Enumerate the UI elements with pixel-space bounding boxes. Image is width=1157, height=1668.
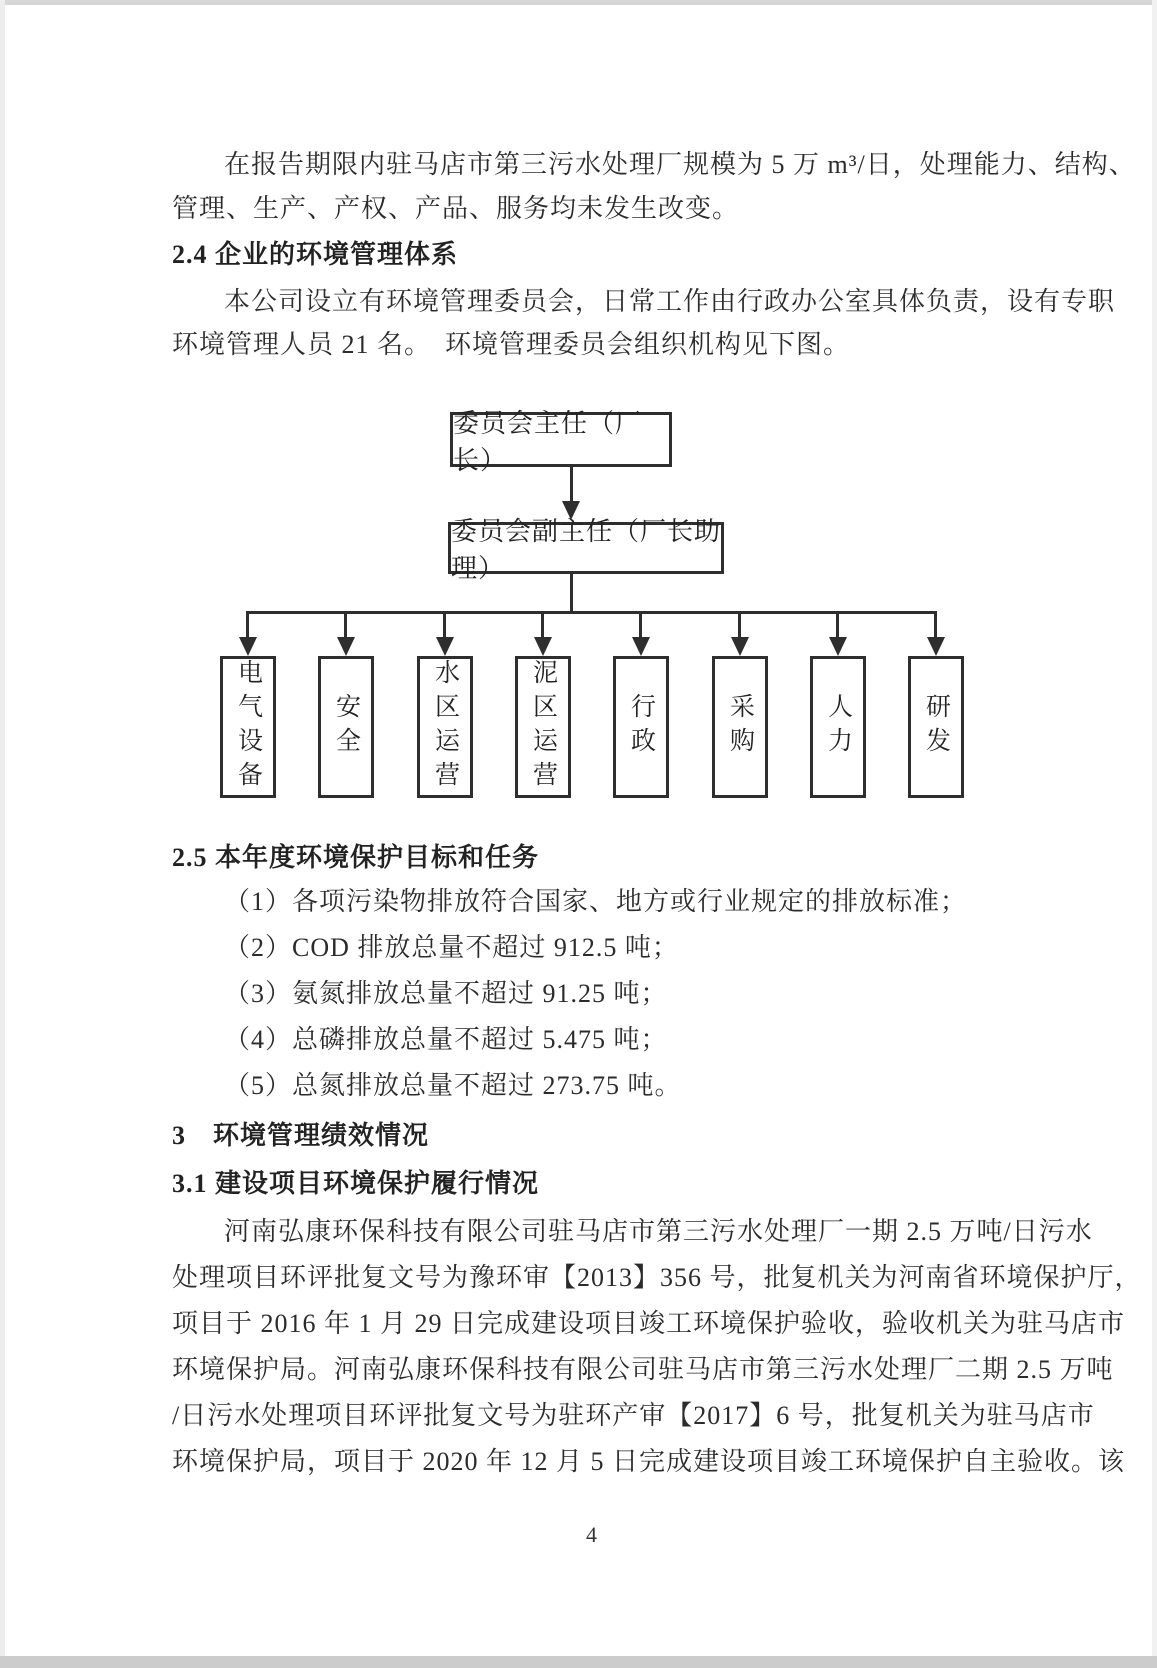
arrow-down-icon (239, 637, 257, 656)
org-chart-deputy-label: 委员会副主任（厂长助理） (451, 517, 722, 583)
org-chart-dept-box (220, 656, 276, 798)
org-chart-root-box (450, 408, 672, 475)
dept-label: 水区运营 (431, 659, 459, 795)
connector-line (836, 611, 839, 639)
connector-line (570, 574, 573, 614)
page-number: 4 (586, 1522, 597, 1547)
connector-line (570, 466, 573, 502)
org-chart-dept-box (908, 656, 964, 798)
paragraph-line: 项目于 2016 年 1 月 29 日完成建设项目竣工环境保护验收，验收机关为驻马店市 (172, 1309, 1126, 1338)
org-chart-dept-box (417, 656, 473, 798)
dept-label: 泥区运营 (529, 659, 557, 795)
paragraph-line: 环境保护局。河南弘康环保科技有限公司驻马店市第三污水处理厂二期 2.5 万吨 (172, 1355, 1114, 1384)
paragraph-line: /日污水处理项目环评批复文号为驻环产审【2017】6 号，批复机关为驻马店市 (172, 1401, 1095, 1430)
org-chart-dept-box (613, 656, 669, 798)
arrow-down-icon (337, 637, 355, 656)
connector-line (247, 611, 937, 614)
dept-label: 行政 (627, 693, 655, 761)
connector-line (443, 611, 446, 639)
org-chart-dept-box (515, 656, 571, 798)
paragraph-line: 河南弘康环保科技有限公司驻马店市第三污水处理厂一期 2.5 万吨/日污水 (224, 1217, 1093, 1246)
scan-edge-left (0, 0, 5, 1668)
dept-label: 人力 (824, 693, 852, 761)
connector-line (344, 611, 347, 639)
org-chart-root-label: 委员会主任（厂长） (453, 408, 643, 475)
paragraph-line: 环境保护局，项目于 2020 年 12 月 5 日完成建设项目竣工环境保护自主验收。该 (172, 1447, 1126, 1476)
scan-edge-bottom (0, 1656, 1157, 1668)
paragraph-line: 环境管理人员 21 名。 环境管理委员会组织机构见下图。 (172, 330, 851, 359)
arrow-down-icon (436, 637, 454, 656)
connector-line (639, 611, 642, 639)
section-heading-3: 3 环境管理绩效情况 (172, 1121, 430, 1150)
paragraph-line: 本公司设立有环境管理委员会，日常工作由行政办公室具体负责，设有专职 (224, 287, 1116, 316)
dept-label: 采购 (726, 693, 754, 761)
scan-edge-top (0, 0, 1157, 5)
arrow-down-icon (927, 637, 945, 656)
list-item: （4）总磷排放总量不超过 5.475 吨； (224, 1025, 668, 1054)
arrow-down-icon (731, 637, 749, 656)
connector-line (738, 611, 741, 639)
org-chart-dept-box (810, 656, 866, 798)
dept-label: 安全 (332, 693, 360, 761)
arrow-down-icon (632, 637, 650, 656)
list-item: （2）COD 排放总量不超过 912.5 吨； (224, 933, 679, 962)
dept-label: 研发 (922, 693, 950, 761)
arrow-down-icon (829, 637, 847, 656)
scan-edge-right (1152, 0, 1157, 1668)
paragraph-line: 处理项目环评批复文号为豫环审【2013】356 号，批复机关为河南省环境保护厅， (172, 1263, 1142, 1292)
section-heading-3-1: 3.1 建设项目环境保护履行情况 (172, 1169, 540, 1198)
paragraph-line: 在报告期限内驻马店市第三污水处理厂规模为 5 万 m³/日，处理能力、结构、 (224, 150, 1136, 179)
section-heading-2-4: 2.4 企业的环境管理体系 (172, 240, 459, 269)
org-chart-deputy-box (448, 517, 724, 583)
list-item: （3）氨氮排放总量不超过 91.25 吨； (224, 979, 668, 1008)
paragraph-line: 管理、生产、产权、产品、服务均未发生改变。 (172, 194, 740, 223)
list-item: （5）总氮排放总量不超过 273.75 吨。 (224, 1071, 682, 1100)
org-chart-dept-box (318, 656, 374, 798)
org-chart-dept-box (712, 656, 768, 798)
list-item: （1）各项污染物排放符合国家、地方或行业规定的排放标准； (224, 887, 968, 916)
arrow-down-icon (534, 637, 552, 656)
dept-label: 电气设备 (234, 659, 262, 795)
connector-line (246, 611, 249, 639)
section-heading-2-5: 2.5 本年度环境保护目标和任务 (172, 843, 540, 872)
connector-line (934, 611, 937, 639)
connector-line (541, 611, 544, 639)
